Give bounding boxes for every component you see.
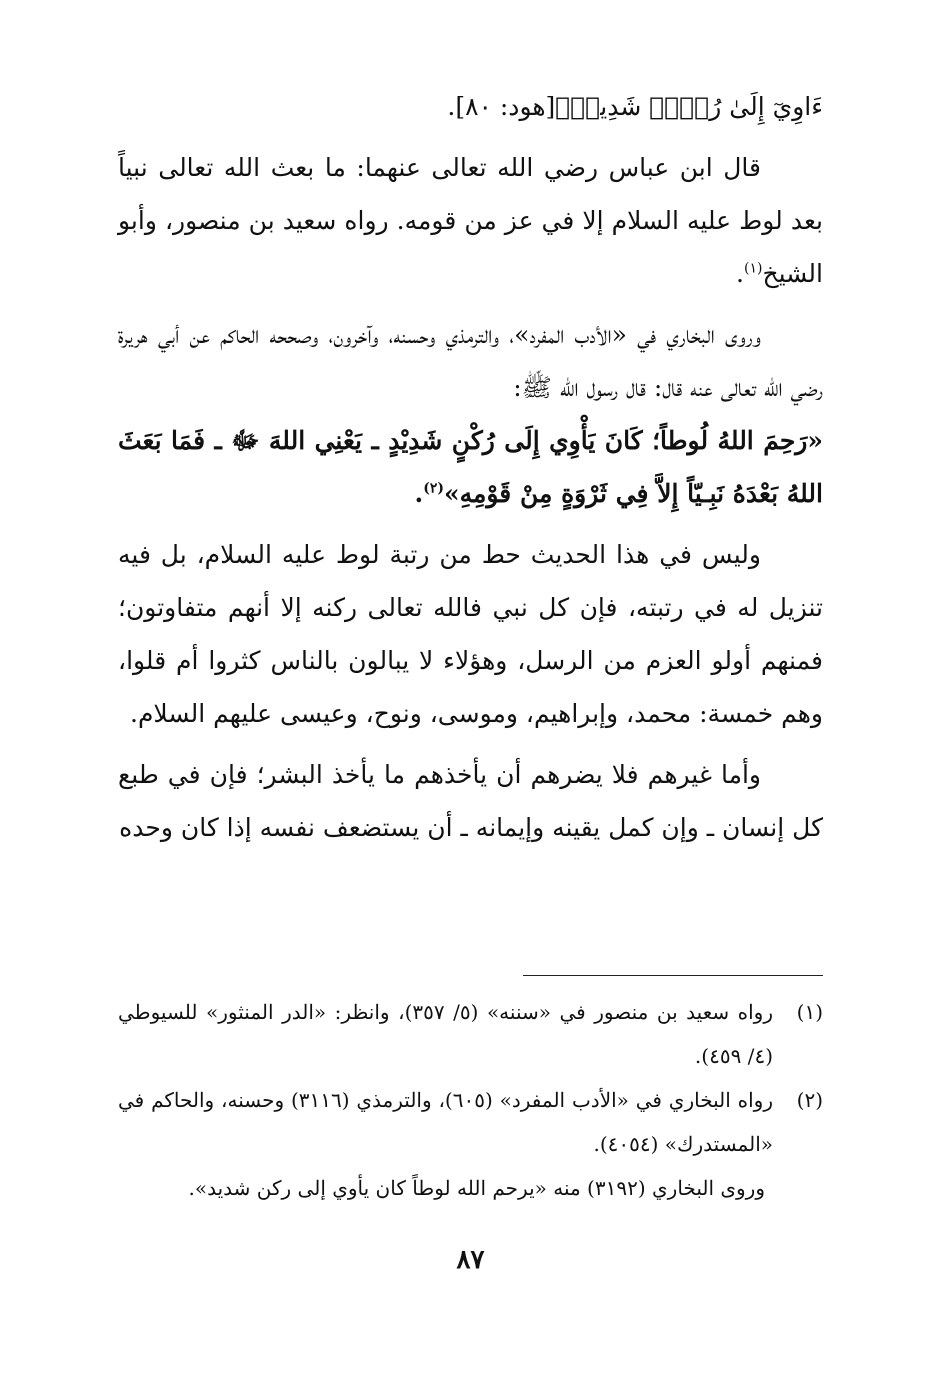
quran-verse-text: ءَاوِيٓ إِلَىٰ رُكۡنٖ شَدِيدٖ﴾[هود: ٨٠].: [447, 92, 823, 121]
footnote-number: (١): [796, 1000, 823, 1024]
footnotes: [118, 990, 823, 1210]
paragraph-others: [118, 748, 823, 854]
footnote-number: (٢): [796, 1088, 823, 1112]
footnote-continuation: وروى البخاري (٣١٩٢) منه «يرحم الله لوطاً كان يأوي إلى ركن شديد».: [188, 1176, 765, 1200]
paragraph-text: وليس في هذا الحديث حط من رتبة لوط عليه السلام، بل فيه تنزيل له في رتبته، فإن كل نبي فالله تعالى ركنه إلا أنهم متفاوتون؛ فمنهم أولو العزم من الرسل، وهؤلاء لا يبالون بالناس كثروا أم قلوا، وهم خمسة: محمد، وإبراهيم، وموسى، ونوح، وعيسى عليهم السلام.: [118, 540, 823, 728]
footnote-text: رواه البخاري في «الأدب المفرد» (٦٠٥)، والترمذي (٣١١٦) وحسنه، والحاكم في «المستدرك» (٤٠٥٤).: [118, 1088, 773, 1156]
footnote-1: [118, 990, 823, 1078]
page-number: ٨٧: [456, 1245, 485, 1275]
paragraph-text: وأما غيرهم فلا يضرهم أن يأخذهم ما يأخذ البشر؛ فإن في طبع كل إنسان ـ وإن كمل يقينه وإيمانه ـ أن يستضعف نفسه إذا كان وحده: [118, 760, 823, 842]
paragraph-commentary: [118, 528, 823, 740]
paragraph-ibn-abbas: [118, 141, 823, 300]
hadith-body: «رَحِمَ اللهُ لُوطاً؛ كَانَ يَأْوِي إِلَى رُكْنٍ شَدِيْدٍ ـ يَعْنِي اللهَ ﷻ ـ فَمَا بَعَثَ اللهُ بَعْدَهُ نَبِـيّاً إِلاَّ فِي ثَرْوَةٍ مِنْ قَوْمِهِ»: [118, 426, 823, 508]
footnote-ref-1: (١): [743, 260, 763, 277]
hadith-text: [118, 414, 823, 520]
main-text: [118, 80, 823, 854]
footnote-2: [118, 1078, 823, 1166]
footnote-ref-2: (٢): [423, 480, 444, 497]
footnote-divider: [523, 975, 823, 976]
paragraph-text: قال ابن عباس رضي الله تعالى عنهما: ما بعث الله تعالى نبياً بعد لوط عليه السلام إلا في عز من قومه. رواه سعيد بن منصور، وأبو الشيخ: [118, 153, 823, 288]
quran-verse-end: [118, 80, 823, 133]
paragraph-bukhari: [118, 308, 823, 414]
book-page: [118, 80, 823, 1310]
paragraph-text: وروى البخاري في «الأدب المفرد»، والترمذي وحسنه، وآخرون، وصححه الحاكم عن أبي هريرة رضي الله تعالى عنه قال: قال رسول الله ﷺ:: [118, 320, 823, 402]
hadith-tail: .: [414, 479, 424, 508]
footnote-text: رواه سعيد بن منصور في «سننه» (٥/ ٣٥٧)، وانظر: «الدر المنثور» للسيوطي (٤/ ٤٥٩).: [118, 1000, 773, 1068]
paragraph-tail: .: [736, 259, 744, 288]
